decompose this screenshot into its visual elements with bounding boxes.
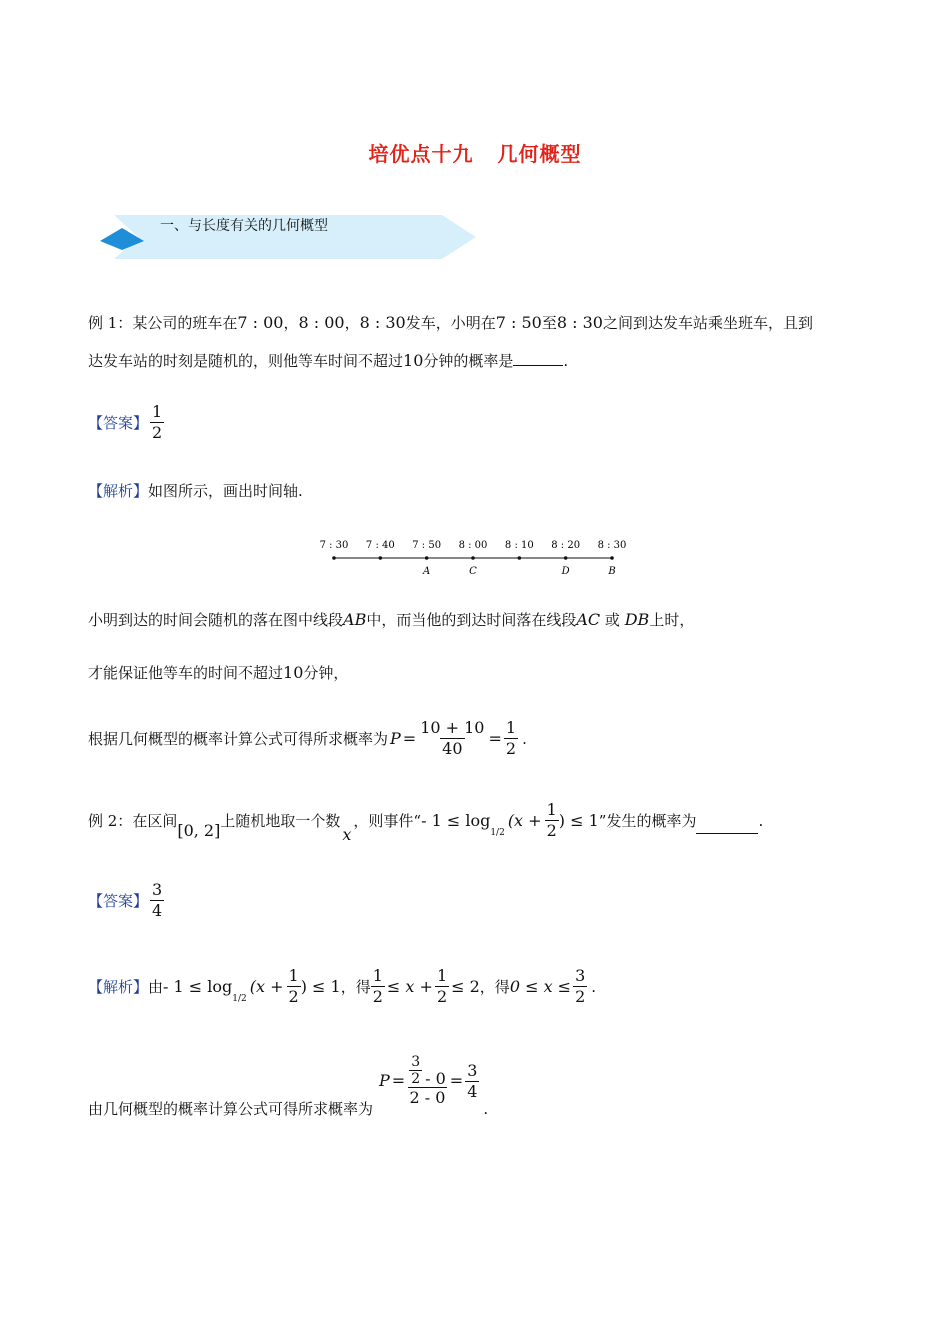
- timeline-tick-dot: [564, 556, 568, 560]
- timeline-tick-dot: [379, 556, 383, 560]
- example-1-line-1: 例 1：某公司的班车在7 : 00，8 : 00，8 : 30发车，小明在7 : 50至8 : 30之间到达发车站乘坐班车，且到: [88, 313, 813, 332]
- final-result: $\frac{3}{4}$: [467, 1060, 478, 1101]
- timeline-point-label: C: [469, 566, 477, 577]
- answer-2: 【答案】 $\frac{3}{4}$: [88, 880, 163, 920]
- answer-blank: [513, 351, 563, 366]
- example-2-half: $\frac{1}{2}$: [546, 800, 557, 840]
- compound-fraction: $\frac{3}{2}$ - 0 2 - 0: [407, 1054, 448, 1108]
- timeline-point-label: A: [423, 566, 431, 577]
- timeline-tick-label: 7 : 50: [412, 540, 442, 551]
- analysis-2-line-2: 由几何概型的概率计算公式可得所求概率为 P = $\frac{3}{2}$ - 0 2 - 0 = $\frac{3}{4}$ .: [88, 1054, 489, 1118]
- compound-numerator: $\frac{3}{2}$ - 0: [411, 1054, 446, 1088]
- timeline-tick-dot: [471, 556, 475, 560]
- page-title: 培优点十九 几何概型: [368, 142, 582, 166]
- analysis-1-line-2: 才能保证他等车的时间不超过10分钟，: [88, 663, 349, 682]
- analysis-2-half: $\frac{1}{2}$: [288, 966, 299, 1006]
- timeline-tick-label: 8 : 30: [597, 540, 627, 551]
- timeline-point-label: B: [608, 566, 616, 577]
- timeline-tick-label: 7 : 30: [319, 540, 349, 551]
- analysis-1-line-1: 小明到达的时间会随机的落在图中线段AB中，而当他的到达时间落在线段AC 或 DB上时，: [88, 610, 695, 629]
- section-heading: 一、与长度有关的几何概型: [160, 218, 328, 234]
- inner-fraction: $\frac{3}{2}$: [411, 1054, 421, 1087]
- analysis-2-frac-b: $\frac{1}{2}$: [436, 966, 448, 1006]
- timeline-tick-label: 8 : 10: [504, 540, 534, 551]
- answer-blank: [696, 819, 758, 834]
- timeline-point-label: D: [561, 566, 570, 577]
- analysis-2-frac-c: $\frac{3}{2}$: [575, 966, 586, 1006]
- timeline-tick-label: 8 : 00: [458, 540, 488, 551]
- probability-result: $\frac{1}{2}$: [505, 718, 517, 758]
- probability-fraction: $\frac{10 + 10}{40}$: [420, 718, 485, 758]
- answer-1: 【答案】 $\frac{1}{2}$: [88, 402, 163, 442]
- analysis-2-frac-a: $\frac{1}{2}$: [372, 966, 383, 1006]
- timeline-tick-dot: [610, 556, 614, 560]
- answer-2-fraction: $\frac{3}{4}$: [152, 880, 163, 920]
- timeline-tick-label: 8 : 20: [551, 540, 581, 551]
- final-probability: P = $\frac{3}{2}$ - 0 2 - 0 = $\frac{3}{4}$: [379, 1054, 478, 1107]
- timeline-tick-dot: [425, 556, 429, 560]
- analysis-1-intro: 【解析】如图所示，画出时间轴.: [88, 482, 303, 500]
- timeline-tick-dot: [332, 556, 336, 560]
- analysis-2-line-1: 【解析】 由 - 1 ≤ log 1/2 (x + $\frac{1}{2}$ ) ≤ 1 ，得 $\frac{1}{2}$ ≤ x + $\frac{1}{2}$ ≤ 2 ，得 0 ≤ x ≤ $\frac{3}{2}$ .: [88, 966, 597, 1006]
- example-2: 例 2： 在区间 [0, 2] 上随机地取一个数 x ，则事件 “ - 1 ≤ log 1/2 (x + $\frac{1}{2}$ ) ≤ 1 ” 发生的概率为 .: [88, 800, 764, 844]
- timeline-diagram: [316, 534, 636, 580]
- timeline-tick-dot: [518, 556, 522, 560]
- analysis-1-line-3: 根据几何概型的概率计算公式可得所求概率为 P = $\frac{10 + 10}{40}$ = $\frac{1}{2}$ .: [88, 718, 527, 758]
- answer-1-fraction: $\frac{1}{2}$: [152, 402, 163, 442]
- timeline-tick-label: 7 : 40: [365, 540, 395, 551]
- example-1-line-2: 达发车站的时刻是随机的，则他等车时间不超过10分钟的概率是 .: [88, 351, 569, 370]
